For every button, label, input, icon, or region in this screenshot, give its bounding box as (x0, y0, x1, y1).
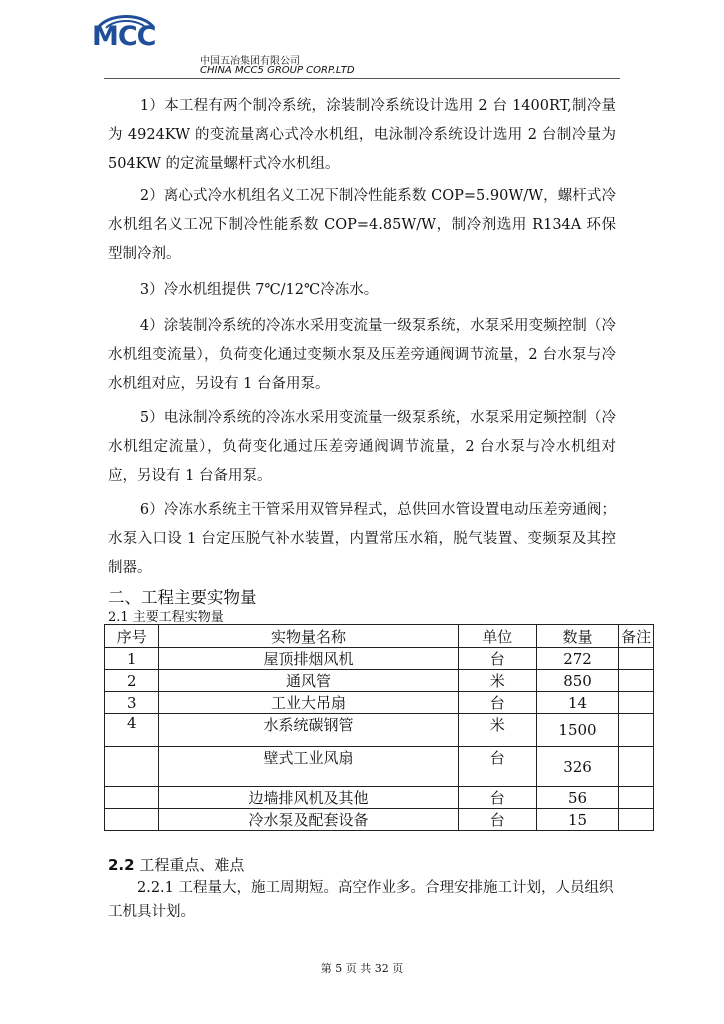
cell-no: 4 (105, 714, 159, 747)
cell-name: 壁式工业风扇 (159, 747, 458, 787)
paragraph-4: 4）涂装制冷系统的冷冻水采用变流量一级泵系统，水泵采用变频控制（冷水机组变流量），负荷变化通过变频水泵及压差旁通阀调节流量，2 台水泵与冷水机组对应，另设有 1 台备用泵。 (108, 318, 616, 392)
cell-name: 边墙排风机及其他 (159, 787, 458, 809)
cell-qty: 56 (536, 787, 618, 809)
cell-no: 1 (105, 648, 159, 670)
cell-no (105, 809, 159, 831)
cell-unit: 台 (458, 747, 536, 787)
company-logo: MCC (92, 21, 156, 52)
cell-name: 工业大吊扇 (159, 692, 458, 714)
header-qty: 数量 (536, 625, 618, 648)
cell-unit: 台 (458, 648, 536, 670)
table-row (105, 747, 654, 787)
paragraph-1: 1）本工程有两个制冷系统，涂装制冷系统设计选用 2 台 1400RT,制冷量为 4924KW 的变流量离心式冷水机组，电泳制冷系统设计选用 2 台制冷量为 504KW 的定流量螺杆式冷水机组。 (108, 98, 616, 172)
cell-note (619, 787, 654, 809)
cell-name: 冷水泵及配套设备 (159, 809, 458, 831)
section-title: 二、工程主要实物量 (108, 588, 257, 607)
cell-unit: 台 (458, 692, 536, 714)
cell-note (619, 714, 654, 747)
cell-name: 水系统碳钢管 (159, 714, 458, 747)
cell-note (619, 670, 654, 692)
paragraph-6: 6）冷冻水系统主干管采用双管异程式，总供回水管设置电动压差旁通阀；水泵入口设 1 台定压脱气补水装置，内置常压水箱，脱气装置、变频泵及其控制器。 (108, 502, 616, 576)
cell-unit: 台 (458, 809, 536, 831)
cell-no (105, 747, 159, 787)
cell-note (619, 809, 654, 831)
header-note: 备注 (619, 625, 654, 648)
cell-name: 屋顶排烟风机 (159, 648, 458, 670)
company-name-cn: 中国五冶集团有限公司 (200, 56, 300, 67)
quantity-table (104, 624, 654, 831)
section-2-2-text: 工程重点、难点 (134, 856, 245, 874)
cell-qty: 1500 (536, 714, 618, 747)
subsection-title: 2.1 主要工程实物量 (108, 610, 224, 625)
cell-unit: 米 (458, 714, 536, 747)
header-no: 序号 (105, 625, 159, 648)
company-name-en: CHINA MCC5 GROUP CORP.LTD (200, 65, 355, 76)
cell-note (619, 648, 654, 670)
table-row (105, 692, 654, 714)
cell-qty: 14 (536, 692, 618, 714)
page-footer: 第 5 页 共 32 页 (320, 962, 404, 975)
table-row (105, 648, 654, 670)
paragraph-2-2-1: 2.2.1 工程量大，施工周期短。高空作业多。合理安排施工计划，人员组织工机具计划。 (108, 880, 614, 920)
cell-unit: 台 (458, 787, 536, 809)
cell-qty: 850 (536, 670, 618, 692)
header-name: 实物量名称 (159, 625, 458, 648)
table-row (105, 809, 654, 831)
cell-no: 3 (105, 692, 159, 714)
paragraph-5: 5）电泳制冷系统的冷冻水采用变流量一级泵系统，水泵采用定频控制（冷水机组定流量），负荷变化通过压差旁通阀调节流量，2 台水泵与冷水机组对应，另设有 1 台备用泵。 (108, 410, 616, 484)
cell-note (619, 692, 654, 714)
header-unit: 单位 (458, 625, 536, 648)
paragraph-2: 2）离心式冷水机组名义工况下制冷性能系数 COP=5.90W/W，螺杆式冷水机组名义工况下制冷性能系数 COP=4.85W/W，制冷剂选用 R134A 环保型制冷剂。 (108, 188, 616, 262)
cell-qty: 15 (536, 809, 618, 831)
section-2-2-number: 2.2 (108, 856, 135, 874)
table-row (105, 787, 654, 809)
paragraph-3: 3）冷水机组提供 7℃/12℃冷冻水。 (139, 282, 379, 298)
cell-no: 2 (105, 670, 159, 692)
table-row (105, 670, 654, 692)
cell-name: 通风管 (159, 670, 458, 692)
table-header-row (105, 625, 654, 648)
cell-note (619, 747, 654, 787)
cell-unit: 米 (458, 670, 536, 692)
cell-qty: 326 (536, 747, 618, 787)
header-divider (104, 78, 620, 79)
section-2-2-title (108, 854, 244, 875)
cell-qty: 272 (536, 648, 618, 670)
cell-no (105, 787, 159, 809)
table-row (105, 714, 654, 747)
